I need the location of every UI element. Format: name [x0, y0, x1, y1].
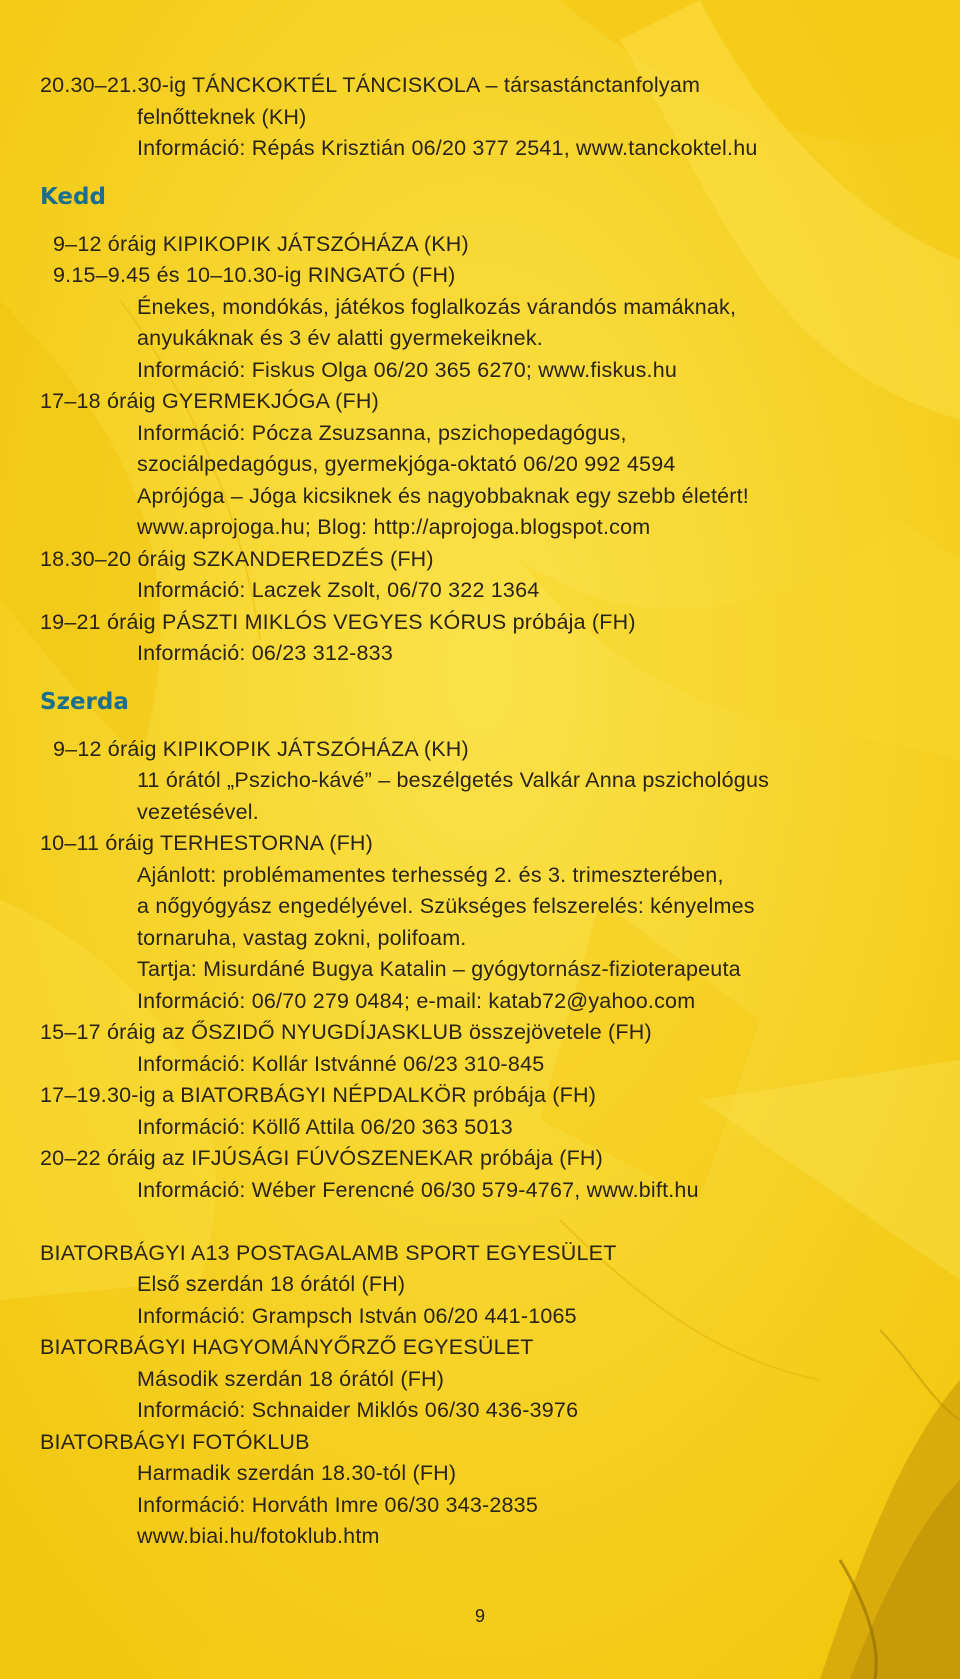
event-detail: 11 órától „Pszicho-kávé” – beszélgetés Valkár Anna pszichológus [137, 768, 770, 792]
page-number: 9 [474, 1606, 485, 1626]
event-detail: tornaruha, vastag zokni, polifoam. [137, 925, 467, 950]
event-title: 20.30–21.30-ig TÁNCKOKTÉL TÁNCISKOLA – társastánctanfolyam [40, 73, 701, 97]
club-info: Információ: Schnaider Miklós 06/30 436-3976 [137, 1398, 579, 1422]
event-detail: Aprójóga – Jóga kicsiknek és nagyobbaknak egy szebb életért! [137, 483, 749, 508]
event-title: 20–22 óráig az IFJÚSÁGI FÚVÓSZENEKAR próbája (FH) [40, 1146, 604, 1170]
club-schedule: Első szerdán 18 órától (FH) [137, 1272, 406, 1296]
club-title: BIATORBÁGYI FOTÓKLUB [40, 1429, 310, 1454]
program-listing [40, 70, 920, 1553]
club-info: Információ: Grampsch István 06/20 441-1065 [137, 1303, 577, 1328]
event-info: Információ: 06/70 279 0484; e-mail: katab72@yahoo.com [137, 988, 696, 1013]
club-link: www.biai.hu/fotoklub.htm [137, 1524, 380, 1548]
event-detail: Tartja: Misurdáné Bugya Katalin – gyógytornász-fizioterapeuta [137, 957, 741, 981]
club-schedule: Harmadik szerdán 18.30-tól (FH) [137, 1461, 457, 1485]
event-detail: szociálpedagógus, gyermekjóga-oktató 06/20 992 4594 [137, 452, 676, 476]
event-detail: Énekes, mondókás, játékos foglalkozás várandós mamáknak, [137, 294, 737, 319]
event-detail: a nőgyógyász engedélyével. Szükséges felszerelés: kényelmes [137, 894, 755, 918]
event-info: Információ: Fiskus Olga 06/20 365 6270; www.fiskus.hu [137, 357, 678, 382]
event-info: Információ: Pócza Zsuzsanna, pszichopedagógus, [137, 420, 627, 445]
event-link: www.aprojoga.hu; Blog: http://aprojoga.blogspot.com [137, 515, 651, 539]
event-title: 15–17 óráig az ŐSZIDŐ NYUGDÍJASKLUB összejövetele (FH) [40, 1020, 652, 1044]
event-detail: anyukáknak és 3 év alatti gyermekeiknek. [137, 326, 543, 350]
club-title: BIATORBÁGYI HAGYOMÁNYŐRZŐ EGYESÜLET [40, 1335, 534, 1359]
event-title: 18.30–20 óráig SZKANDEREDZÉS (FH) [40, 546, 434, 571]
event-detail: vezetésével. [137, 799, 259, 824]
event-title: 17–19.30-ig a BIATORBÁGYI NÉPDALKÖR próbája (FH) [40, 1083, 597, 1107]
event-info: Információ: 06/23 312-833 [137, 641, 393, 665]
event-title: 10–11 óráig TERHESTORNA (FH) [40, 831, 373, 855]
day-heading-kedd: Kedd [40, 183, 106, 210]
event-title: 9–12 óráig KIPIKOPIK JÁTSZÓHÁZA (KH) [53, 231, 469, 256]
event-detail: felnőtteknek (KH) [137, 104, 307, 129]
event-title: 17–18 óráig GYERMEKJÓGA (FH) [40, 389, 379, 413]
club-info: Információ: Horváth Imre 06/30 343-2835 [137, 1492, 538, 1517]
event-info: Információ: Répás Krisztián 06/20 377 2541, www.tanckoktel.hu [137, 136, 758, 160]
event-title: 9.15–9.45 és 10–10.30-ig RINGATÓ (FH) [53, 263, 456, 287]
event-title: 19–21 óráig PÁSZTI MIKLÓS VEGYES KÓRUS próbája (FH) [40, 609, 636, 634]
event-info: Információ: Köllő Attila 06/20 363 5013 [137, 1114, 513, 1139]
event-info: Információ: Wéber Ferencné 06/30 579-4767, www.bift.hu [137, 1177, 699, 1202]
event-info: Információ: Kollár Istvánné 06/23 310-845 [137, 1051, 545, 1076]
club-schedule: Második szerdán 18 órától (FH) [137, 1366, 445, 1391]
event-detail: Ajánlott: problémamentes terhesség 2. és 3. trimeszterében, [137, 862, 724, 887]
day-heading-szerda: Szerda [40, 688, 129, 715]
club-title: BIATORBÁGYI A13 POSTAGALAMB SPORT EGYESÜLET [40, 1240, 617, 1265]
event-title: 9–12 óráig KIPIKOPIK JÁTSZÓHÁZA (KH) [53, 736, 469, 761]
event-info: Információ: Laczek Zsolt, 06/70 322 1364 [137, 578, 540, 602]
